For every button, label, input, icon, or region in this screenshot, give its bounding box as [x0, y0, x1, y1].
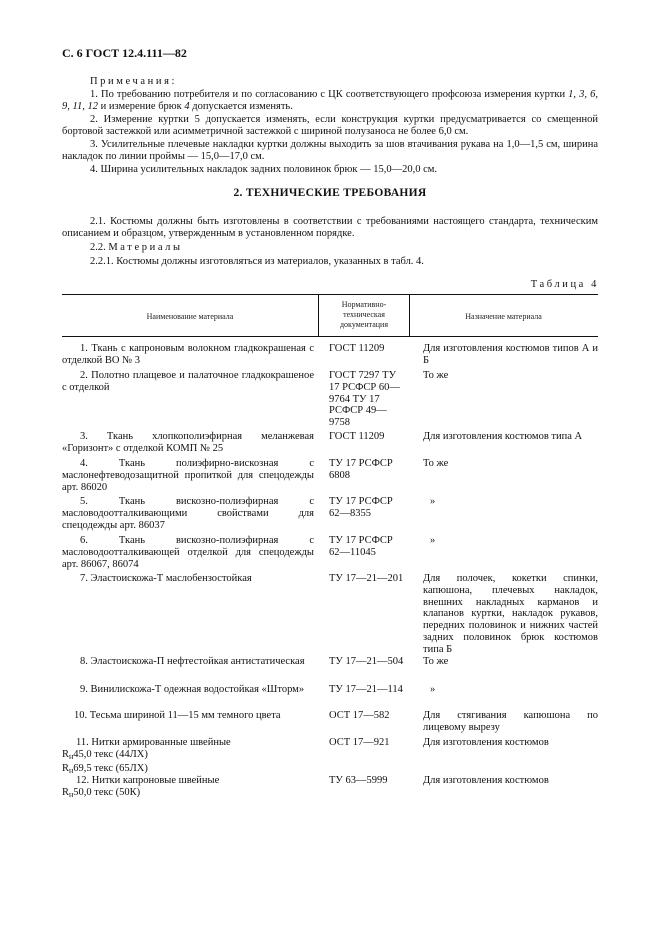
row-2-purpose: То же: [423, 370, 449, 381]
row-10-doc: ОСТ 17—582: [329, 710, 390, 721]
row-4-name: 4. Ткань полиэфирно-вискозная с маслонефтеводозащитной пропиткой для спецодежды арт. 86020: [62, 458, 314, 493]
row-2-doc: ГОСТ 7297 ТУ 17 РСФСР 60—9764 ТУ 17 РСФСР 49—9758: [329, 370, 400, 429]
row-6-doc: ТУ 17 РСФСР 62—11045: [329, 535, 393, 558]
note-2: 2. Измерение куртки 5 допускается изменять, если конструкция куртки предусматривается со смещенной бортовой застежкой или асимметричной застежкой с шириной полузаноса не более 6,0 см.: [62, 114, 598, 137]
row-12-name-line-1: Rн50,0 текс (50К): [62, 786, 141, 799]
row-6-name: 6. Ткань вискозно-полиэфирная с масловодоотталкивающей отделкой для спецодежды арт. 86067, 86074: [62, 535, 314, 570]
row-12-name-title: 12. Нитки капроновые швейные: [76, 775, 220, 786]
row-9-doc: ТУ 17—21—114: [329, 684, 403, 695]
row-12-name: [62, 775, 314, 801]
notes-title: Примечания:: [90, 76, 178, 87]
row-9-purpose: »: [430, 684, 436, 695]
row-4-doc: ТУ 17 РСФСР 6808: [329, 458, 393, 481]
row-1-doc: ГОСТ 11209: [329, 343, 385, 354]
row-9-name: 9. Винилискожа-Т одежная водостойкая «Шторм»: [80, 684, 305, 695]
row-3-name: 3. Ткань хлопкополиэфирная меланжевая «Горизонт» с отделкой КОМП № 25: [62, 431, 314, 454]
row-4-purpose: То же: [423, 458, 449, 469]
row-12-purpose: Для изготовления костюмов: [423, 775, 549, 786]
row-12-doc: ТУ 63—5999: [329, 775, 388, 786]
paragraph-2-1: 2.1. Костюмы должны быть изготовлены в соответствии с требованиями настоящего стандарта, техническим описанием и образцом, утвержденным в установленном порядке.: [62, 216, 598, 239]
row-3-doc: ГОСТ 11209: [329, 431, 385, 442]
row-5-doc: ТУ 17 РСФСР 62—8355: [329, 496, 393, 519]
row-8-purpose: То же: [423, 656, 449, 667]
row-5-purpose: »: [430, 496, 436, 507]
row-2-name: 2. Полотно плащевое и палаточное гладкокрашеное с отделкой: [62, 370, 314, 393]
row-10-purpose: Для стягивания капюшона по лицевому вырезу: [423, 710, 598, 733]
table-caption: Таблица 4: [530, 279, 599, 290]
row-7-name: 7. Эластоискожа-Т маслобензостойкая: [80, 573, 252, 584]
row-11-name-line-1: Rн45,0 текс (44ЛХ): [62, 748, 148, 761]
section-title: 2. ТЕХНИЧЕСКИЕ ТРЕБОВАНИЯ: [233, 187, 427, 199]
page-header: С. 6 ГОСТ 12.4.111—82: [62, 46, 187, 60]
row-3-purpose: Для изготовления костюмов типа А: [423, 431, 583, 442]
column-header-name: Наименование материала: [146, 312, 234, 321]
row-11-doc: ОСТ 17—921: [329, 737, 390, 748]
table-col-divider-1: [318, 294, 319, 336]
row-8-doc: ТУ 17—21—504: [329, 656, 404, 667]
row-11-name: [62, 737, 314, 776]
row-1-name: 1. Ткань с капроновым волокном гладкокрашеная с отделкой ВО № 3: [62, 343, 314, 366]
row-6-purpose: »: [430, 535, 436, 546]
row-11-name-line-2: Rн69,5 текс (65ЛХ): [62, 762, 148, 775]
column-header-purpose: Назначение материала: [465, 312, 542, 321]
note-3: 3. Усилительные плечевые накладки куртки должны выходить за шов втачивания рукава на 1,0—1,5 см, ширина накладок по линии проймы — 15,0—17,0 см.: [62, 139, 598, 162]
row-7-doc: ТУ 17—21—201: [329, 573, 404, 584]
table-top-rule: [62, 294, 598, 295]
row-8-name: 8. Эластоискожа-П нефтестойкая антистатическая: [80, 656, 305, 667]
note-1: 1. По требованию потребителя и по согласованию с ЦК соответствующего профсоюза измерения куртки 1, 3, 6, 9, 11, 12 и измерение брюк 4 допускается изменять.: [62, 89, 599, 112]
row-11-purpose: Для изготовления костюмов: [423, 737, 549, 748]
column-header-doc: Нормативно-техническая документация: [339, 300, 389, 329]
row-10-name: 10. Тесьма шириной 11—15 мм темного цвета: [74, 710, 281, 721]
row-7-purpose: Для полочек, кокетки спинки, капюшона, плечевых накладок, внешних накладных карманов и клапанов куртки, накладок рукавов, передних половинок и нижних частей задних половинок брюк костюмов типа Б: [423, 573, 598, 655]
row-1-purpose: Для изготовления костюмов типов А и Б: [423, 343, 598, 366]
table-header-rule: [62, 336, 598, 337]
note-4: 4. Ширина усилительных накладок задних половинок брюк — 15,0—20,0 см.: [90, 164, 438, 175]
row-11-name-title: 11. Нитки армированные швейные: [76, 737, 231, 748]
row-5-name: 5. Ткань вискозно-полиэфирная с масловодоотталкивающими свойствами для спецодежды арт. 86037: [62, 496, 314, 531]
paragraph-2-2: 2.2. Материалы: [90, 242, 183, 253]
paragraph-2-2-1: 2.2.1. Костюмы должны изготовляться из материалов, указанных в табл. 4.: [90, 256, 424, 267]
